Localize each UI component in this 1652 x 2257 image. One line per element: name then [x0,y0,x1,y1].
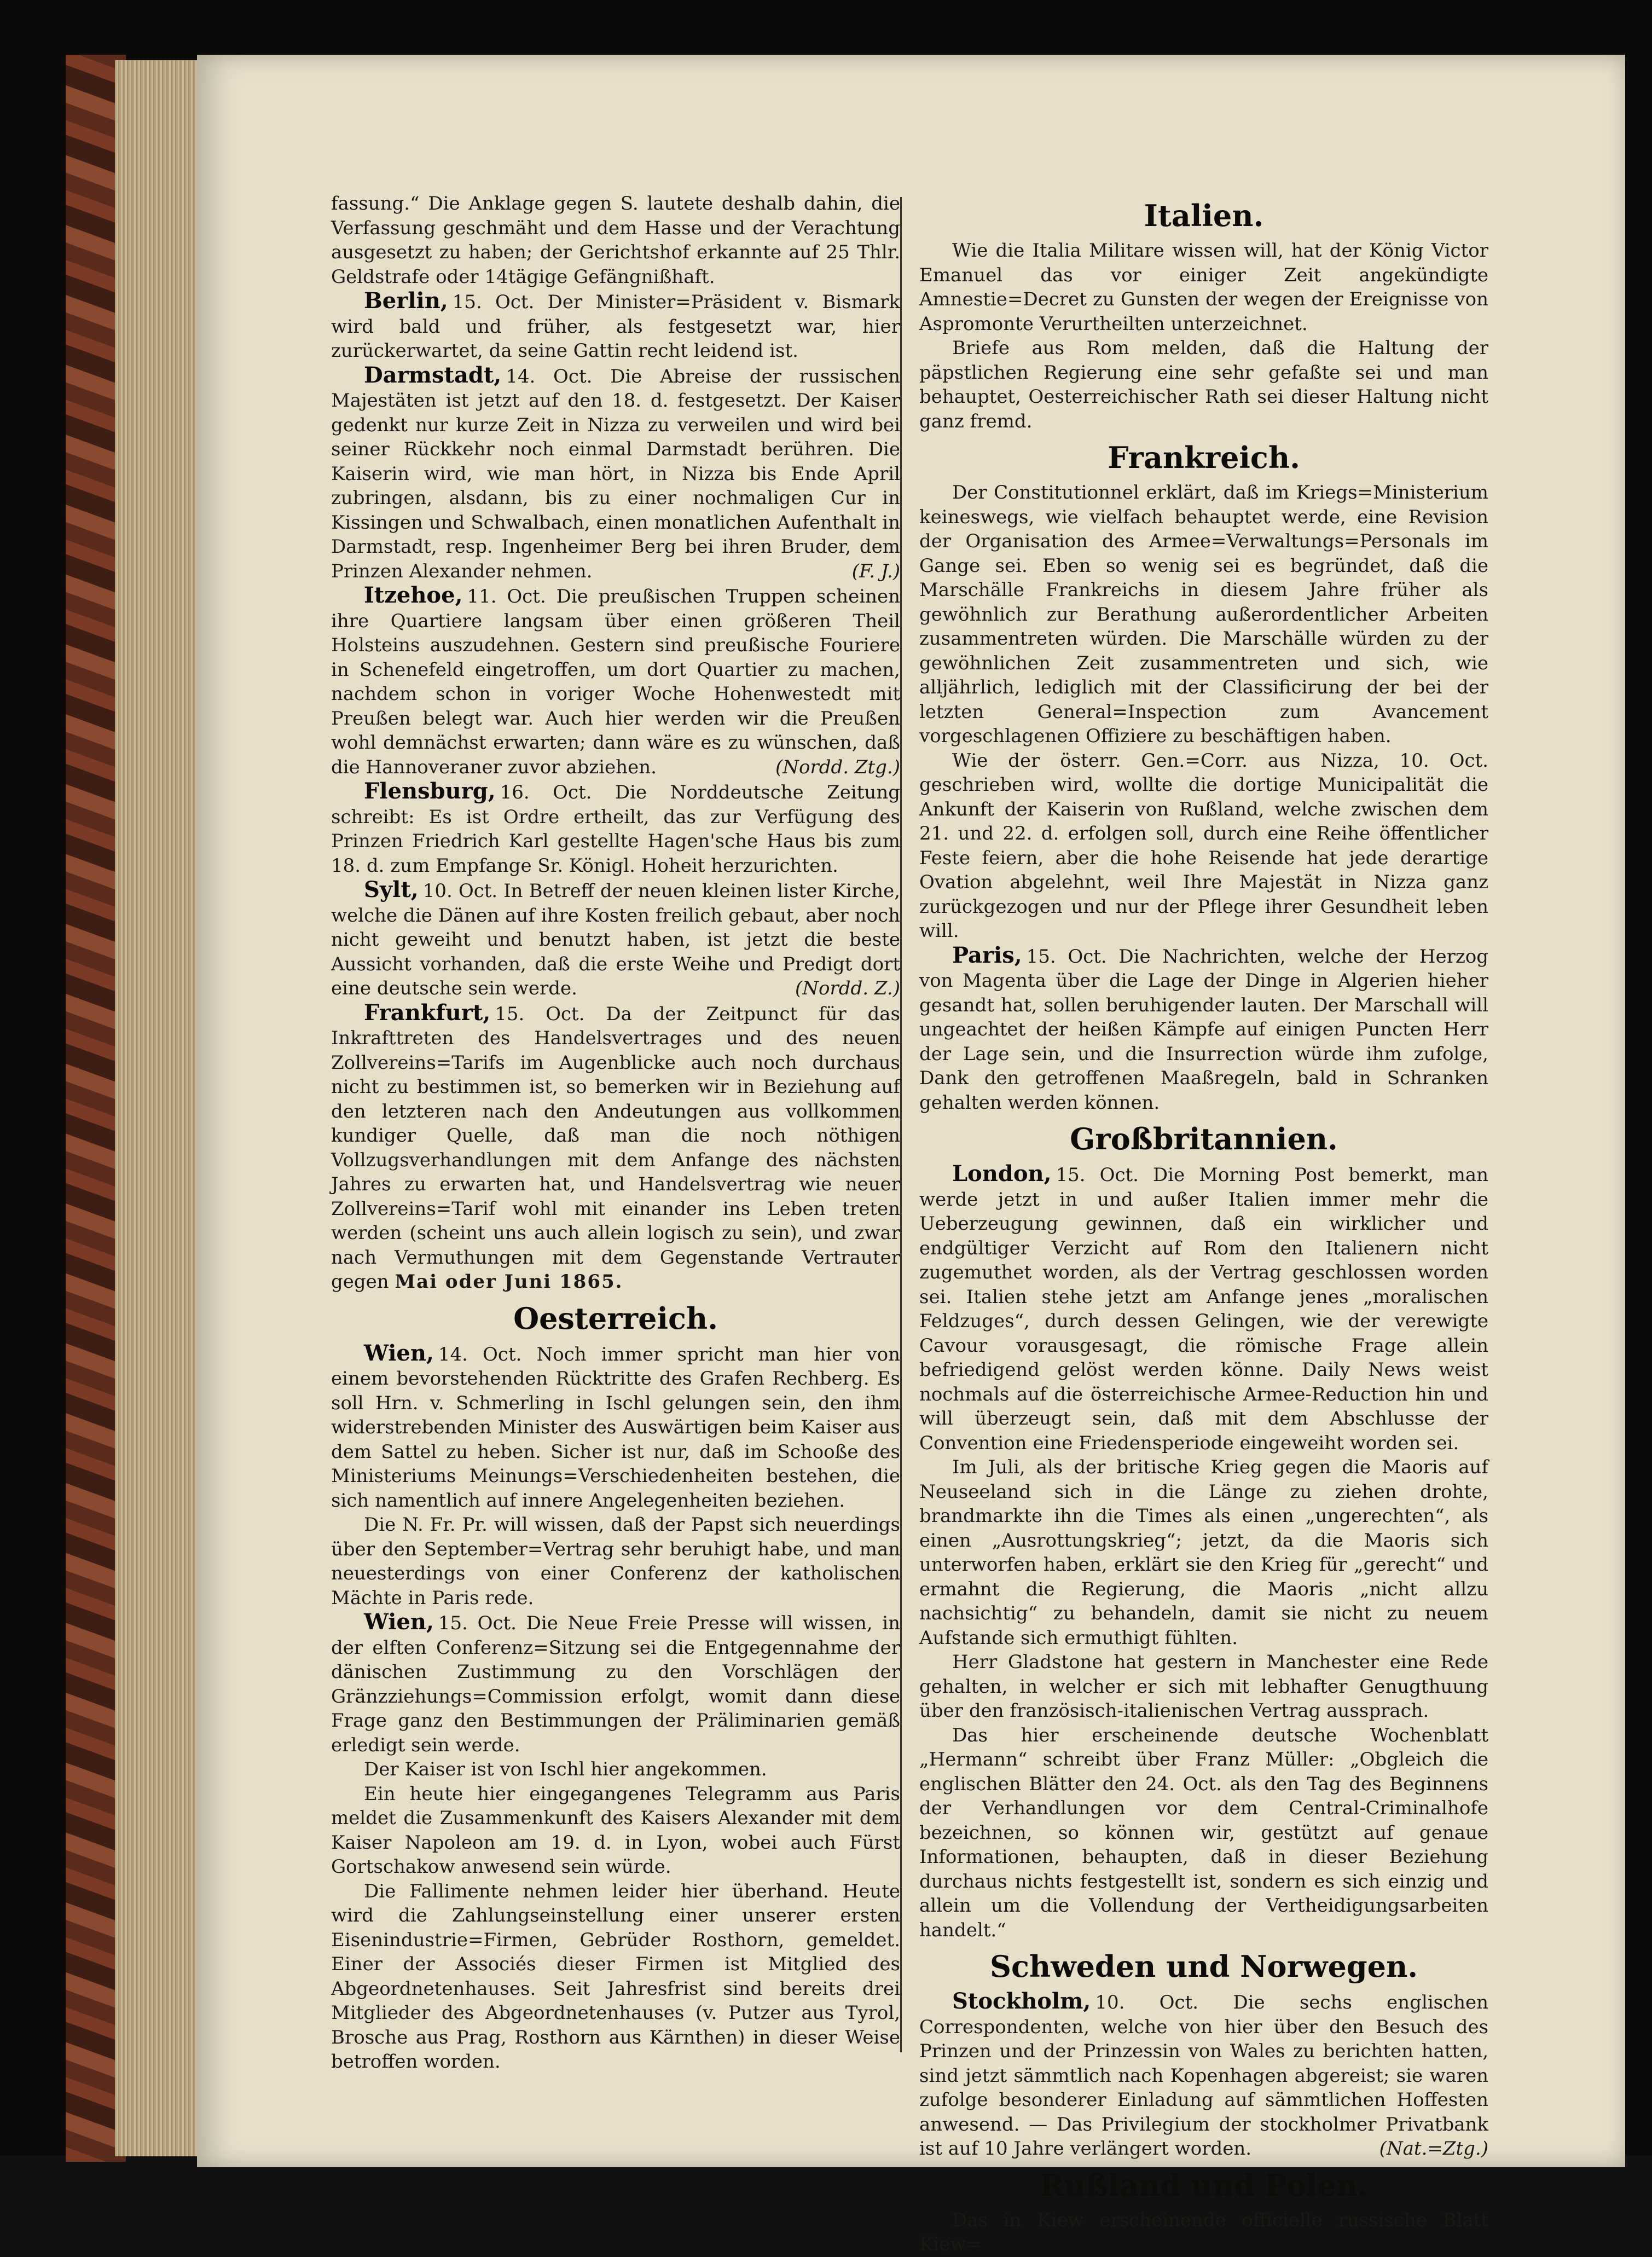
article-wien-1 [331,1341,900,1513]
dateline-place: Itzehoe, [364,582,463,608]
article-paris [919,944,1488,1115]
paragraph-constitutionnel: Der Constitutionnel erklärt, daß im Kriegs=Ministerium keineswegs, wie vielfach behauptet werde, eine Revision der Organisation des Armee=Verwaltungs=Personals im Gange sei. Eben so wenig sei es begründet, daß die Marschälle Frankreichs in diesem Jahre früher als gewöhnlich zur Berathung außerordentlicher Arbeiten zusammentreten würden. Die Marschälle würden zu der gewöhnlichen Zeit zusammentreten und sich, wie alljährlich, lediglich mit der Classificirung der bei der letzten General=Inspection zum Avancement vorgeschlagenen Offiziere zu beschäftigen haben. [919,482,1488,747]
dateline-place: London, [952,1161,1052,1187]
page-edges [115,60,197,2156]
section-heading-oesterreich: Oesterreich. [513,1300,718,1336]
paragraph-fallimente: Die Fallimente nehmen leider hier überhand. Heute wird die Zahlungseinstellung einer unserer ersten Eisenindustrie=Firmen, Gebrüder Rosthorn, gemeldet. Einer der Associés dieser Firmen ist Mitglied des Abgeordnetenhauses. Seit Jahresfrist sind bereits drei Mitglieder des Abgeordnetenhauses (v. Putzer aus Tyrol, Brosche aus Prag, Rosthorn aus Kärnthen) in dieser Weise betroffen worden. [331,1880,900,2073]
dateline-place: Frankfurt, [364,999,491,1026]
article-text: 10. Oct. In Betreff der neuen kleinen lister Kirche, welche die Dänen auf ihre Kosten freilich gebaut, aber noch nicht geweiht und benutzt haben, ist jetzt die beste Aussicht vorhanden, daß die erste Weihe und Predigt dort eine deutsche sein werde. [331,880,900,999]
article-text: 15. Oct. Die Neue Freie Presse will wissen, in der elften Conferenz=Sitzung sei die Entgegennahme der dänischen Zustimmung zu den Vorschlägen der Gränzziehungs=Commission erfolgt, womit dann diese Frage ganz den Bestimmungen der Präliminarien gemäß erledigt sein werde. [331,1612,900,1756]
article-text: 10. Oct. Die sechs englischen Correspondenten, welche von hier über den Besuch des Prinzen und der Prinzessin von Wales zu berichten hatten, sind jetzt sämmtlich nach Kopenhagen abgereist; sie waren zufolge besonderer Einladung auf sämmtlichen Hoffesten anwesend. — Das Privilegium der stockholmer Privatbank ist auf 10 Jahre verlängert worden. [919,1992,1488,2160]
article-london [919,1162,1488,1455]
article-text: 11. Oct. Die preußischen Truppen scheinen ihre Quartiere langsam über einen größeren Theil Holsteins auszudehnen. Gestern sind preußische Fouriere in Schenefeld eingetroffen, um dort Quartier zu machen, nachdem schon in voriger Woche Hohenwestedt mit Preußen belegt war. Auch hier werden wir die Preußen wohl demnächst erwarten; dann wäre es zu wünschen, daß die Hannoveraner zuvor abziehen. [331,586,900,778]
paragraph-maoris: Im Juli, als der britische Krieg gegen die Maoris auf Neuseeland sich in die Länge zu ziehen drohte, brandmarkte ihn die Times als einen „ungerechten“, als einen „Ausrottungskrieg“; jetzt, da die Maoris sich unterworfen haben, erklärt sie den Krieg für „gerecht“ und ermahnt die Regierung, die Maoris „nicht allzu nachsichtig“ zu behandeln, damit sie nicht zu neuem Aufstande sich ermuthigt fühlten. [919,1456,1488,1649]
article-text: 16. Oct. Die Norddeutsche Zeitung schreibt: Es ist Ordre ertheilt, das zur Verfügung des Prinzen Friedrich Karl gestellte Hagen'sche Haus bis zum 18. d. zum Empfange Sr. Königl. Hoheit herzurichten. [331,782,900,877]
dateline-place: Darmstadt, [364,362,502,388]
article-last-line: Mai oder Juni 1865. [395,1271,623,1293]
column-divider [900,197,902,2052]
section-heading-italien: Italien. [1144,198,1264,233]
article-stockholm [919,1989,1488,2161]
article-text: 15. Oct. Da der Zeitpunct für das Inkrafttreten des Handelsvertrages und des neuen Zollvereins=Tarifs im Augenblicke auch noch durchaus nicht zu bestimmen ist, so bemerken wir in Beziehung auf den letzteren nach den Andeutungen aus vollkommen kundiger Quelle, daß man die noch nöthigen Vollzugsverhandlungen mit dem Anfange des nächsten Jahres zu erwarten hat, und Handelsvertrag wie neuer Zollvereins=Tarif wohl mit einander ins Leben treten werden (scheint uns auch allein logisch zu sein), und zwar nach Vermuthungen mit dem Gegenstande Vertrauter gegen [331,1003,900,1293]
dateline-place: Sylt, [364,877,419,902]
paragraph-gladstone: Herr Gladstone hat gestern in Manchester eine Rede gehalten, in welcher er sich mit lebhafter Genugthuung über den französisch-italienischen Vertrag aussprach. [919,1651,1488,1722]
article-text: 15. Oct. Die Morning Post bemerkt, man werde jetzt in und außer Italien immer mehr die Ueberzeugung gewinnen, daß ein wirklicher und endgültiger Verzicht auf Rom den Italienern nicht zugemuthet worden, als der Vertrag geschlossen worden sei. Italien stehe jetzt am Anfange jenes „moralischen Feldzuges“, durch dessen Gelingen, wie der verewigte Cavour vorausgesagt, die römische Frage allein befriedigend gelöst werden könne. Daily News weist nochmals auf die österreichische Armee-Reduction hin und will überzeugt sein, daß mit dem Abschlusse der Convention eine Friedensperiode eingeweiht worden sei. [919,1164,1488,1454]
section-heading-frankreich: Frankreich. [1108,440,1300,475]
dateline-place: Wien, [364,1609,434,1635]
article-frankfurt [331,1001,900,1294]
section-heading-russland: Rußland und Polen. [1040,2167,1368,2203]
newspaper-page [197,55,1625,2255]
dateline-place: Wien, [364,1340,434,1366]
article-text: 14. Oct. Die Abreise der russischen Majestäten ist jetzt auf den 18. d. festgesetzt. Der Kaiser gedenkt nur kurze Zeit in Nizza zu verweilen und wird bei seiner Rückkehr noch einmal Darmstadt berühren. Die Kaiserin wird, wie man hört, in Nizza bis Ende April zubringen, alsdann, bis zu einer nochmaligen Cur in Kissingen und Schwalbach, einen monatlichen Aufenthalt in Darmstadt, resp. Ingenheimer Berg bei ihren Bruder, dem Prinzen Alexander nehmen. [331,365,900,582]
paragraph-papst: Die N. Fr. Pr. will wissen, daß der Papst sich neuerdings über den September=Vertrag sehr beruhigt habe, und man neuesterdings von einer Conferenz der katholischen Mächte in Paris rede. [331,1514,900,1609]
article-berlin [331,289,900,363]
paragraph-hermann: Das hier erscheinende deutsche Wochenblatt „Hermann“ schreibt über Franz Müller: „Obgleich die englischen Blätter den 24. Oct. als den Tag des Beginnens der Verhandlungen vor dem Central-Criminalhofe bezeichnen, so können wir, gestützt auf genaue Informationen, behaupten, daß in dieser Beziehung durchaus nichts festgestellt ist, sondern es sich einzig und allein um die Vollendung der Vertheidigungsarbeiten handelt.“ [919,1724,1488,1941]
article-flensburg [331,779,900,878]
paragraph-nizza: Wie der österr. Gen.=Corr. aus Nizza, 10. Oct. geschrieben wird, wollte die dortige Municipalität die Ankunft der Kaiserin von Rußland, welche zwischen dem 21. und 22. d. erfolgen soll, durch eine Reihe öffentlicher Feste feiern, aber die hohe Reisende hat jede derartige Ovation abgelehnt, weil Ihre Majestät in Nizza ganz zurückgezogen und nur der Pflege ihrer Gesundheit leben will. [919,749,1488,942]
paragraph-telegramm: Ein heute hier eingegangenes Telegramm aus Paris meldet die Zusammenkunft des Kaisers Alexander mit dem Kaiser Napoleon am 19. d. in Lyon, wobei auch Fürst Gortschakow anwesend sein würde. [331,1783,900,1878]
article-darmstadt [331,363,900,584]
section-heading-schweden: Schweden und Norwegen. [989,1949,1418,1984]
section-heading-grossbritannien: Großbritannien. [1070,1121,1338,1156]
source-attribution: (Nat.=Ztg.) [1379,2138,1488,2160]
article-itzehoe [331,583,900,779]
dateline-place: Paris, [952,942,1022,968]
article-text: 15. Oct. Die Nachrichten, welche der Herzog von Magenta über die Lage der Dinge in Algerien hieher gesandt hat, sollen beruhigender lauten. Der Marschall will ungeachtet der heißen Kämpfe auf einigen Puncten Herr der Lage sein, und die Insurrection würde ihm zufolge, Dank den getroffenen Maaßregeln, bald in Schranken gehalten werden können. [919,945,1488,1114]
dateline-place: Flensburg, [364,778,496,804]
paragraph-continuation: fassung.“ Die Anklage gegen S. lautete deshalb dahin, die Verfassung geschmäht und dem Hasse und der Verachtung ausgesetzt zu haben; der Gerichtshof erkannte auf 25 Thlr. Geldstrafe oder 14tägige Gefängnißhaft. [331,193,900,288]
source-attribution: (Nordd. Ztg.) [775,756,900,778]
dateline-place: Berlin, [364,288,448,314]
paragraph-kaiser: Der Kaiser ist von Ischl hier angekommen. [364,1758,767,1780]
article-text: 14. Oct. Noch immer spricht man hier von einem bevorstehenden Rücktritte des Grafen Rechberg. Es soll Hrn. v. Schmerling in Ischl gelungen sein, den ihm widerstrebenden Minister des Auswärtigen beim Kaiser aus dem Sattel zu heben. Sicher ist nur, daß im Schooße des Ministeriums Meinungs=Verschiedenheiten bestehen, die sich namentlich auf innere Angelegenheiten beziehen. [331,1343,900,1512]
source-attribution: (Nordd. Z.) [795,977,900,999]
article-text: 15. Oct. Der Minister=Präsident v. Bismark wird bald und früher, als festgesetzt war, hier zurückerwartet, da seine Gattin recht leidend ist. [331,291,900,362]
article-wien-2 [331,1610,900,1757]
paragraph-rom: Briefe aus Rom melden, daß die Haltung der päpstlichen Regierung eine sehr gefaßte sei und man behauptet, Oesterreichischer Rath sei dieser Haltung nicht ganz fremd. [919,337,1488,432]
dateline-place: Stockholm, [952,1988,1091,2014]
left-column [331,192,900,2074]
paragraph-italia-militare: Wie die Italia Militare wissen will, hat der König Victor Emanuel das vor einiger Zeit angekündigte Amnestie=Decret zu Gunsten der wegen der Ereignisse von Aspromonte Verurtheilten unterzeichnet. [919,240,1488,335]
source-attribution: (F. J.) [851,560,900,582]
paragraph-kiew: Das in Kiew erscheinende officielle russische Blatt Kiew= [919,2209,1488,2255]
right-column [919,192,1488,2257]
article-sylt [331,878,900,1001]
